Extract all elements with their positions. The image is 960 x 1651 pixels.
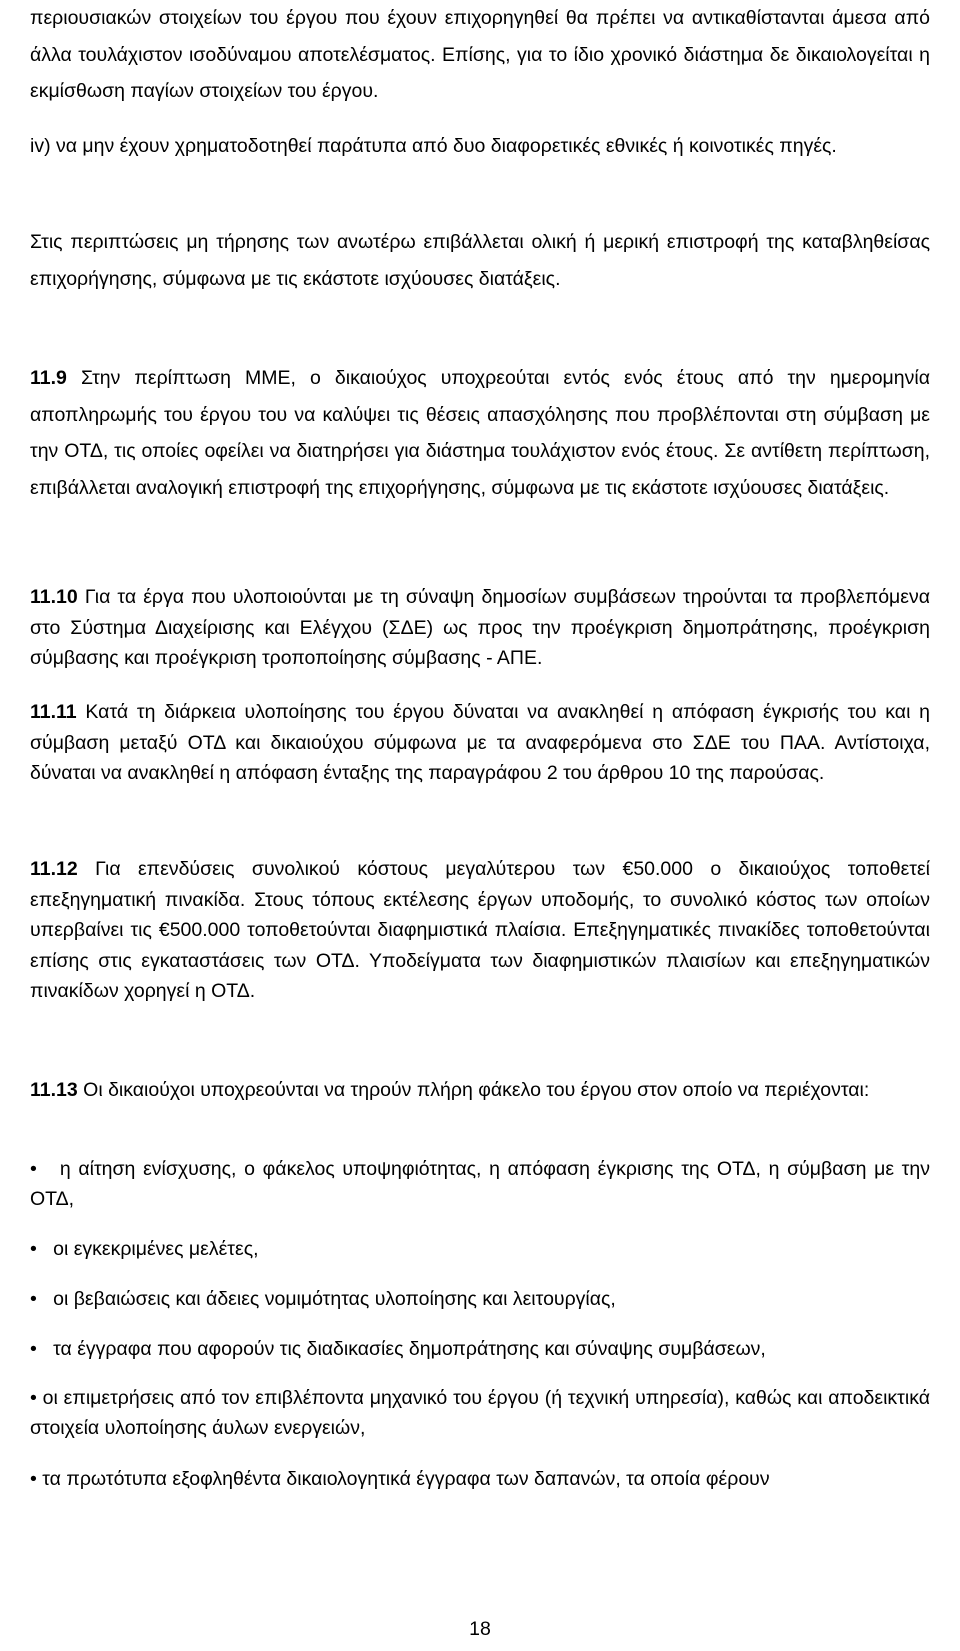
section-text: Για επενδύσεις συνολικού κόστους μεγαλύτερου των €50.000 ο δικαιούχος τοποθετεί επεξηγηματική πινακίδα. Στους τόπους εκτέλεσης έργων υποδομής, το συνολικό κόστος των οποίων υπερβαίνει τις €500.000 τοποθετούνται διαφημιστικά πλαίσια. Επεξηγηματικές πινακίδες τοποθετούνται επίσης στις εγκαταστάσεις των ΟΤΔ. Υποδείγματα των διαφημιστικών πλαισίων και επεξηγηματικών πινακίδων χορηγεί η ΟΤΔ. bbox=[30, 858, 930, 1002]
bullet-icon: • bbox=[30, 1238, 37, 1260]
list-item bbox=[30, 1234, 930, 1264]
list-item-text: τα πρωτότυπα εξοφληθέντα δικαιολογητικά έγγραφα των δαπανών, τα οποία φέρουν bbox=[42, 1468, 770, 1490]
section-text: Οι δικαιούχοι υποχρεούνται να τηρούν πλήρη φάκελο του έργου στον οποίο να περιέχονται: bbox=[83, 1079, 870, 1101]
list-item-text: η αίτηση ενίσχυσης, ο φάκελος υποψηφιότητας, η απόφαση έγκρισης της ΟΤΔ, η σύμβαση με την ΟΤΔ, bbox=[30, 1158, 930, 1210]
section-number: 11.11 bbox=[30, 701, 77, 723]
bullet-icon: • bbox=[30, 1468, 37, 1490]
list-item-text: οι βεβαιώσεις και άδειες νομιμότητας υλοποίησης και λειτουργίας, bbox=[53, 1288, 616, 1310]
section-number: 11.10 bbox=[30, 586, 78, 608]
list-item bbox=[30, 1334, 930, 1364]
list-item-text: οι επιμετρήσεις από τον επιβλέποντα μηχανικό του έργου (ή τεχνική υπηρεσία), καθώς και αποδεικτικά στοιχεία υλοποίησης άυλων ενεργειών, bbox=[30, 1387, 930, 1439]
section-11-13 bbox=[30, 1075, 930, 1106]
list-item-text: οι εγκεκριμένες μελέτες, bbox=[53, 1238, 259, 1260]
page-number: 18 bbox=[469, 1618, 491, 1640]
section-11-9 bbox=[30, 360, 930, 506]
bullet-icon: • bbox=[30, 1158, 37, 1180]
section-text: Κατά τη διάρκεια υλοποίησης του έργου δύναται να ανακληθεί η απόφαση έγκρισής του και η σύμβαση μεταξύ ΟΤΔ και δικαιούχου σύμφωνα με τα αναφερόμενα στο ΣΔΕ του ΠΑΑ. Αντίστοιχα, δύναται να ανακληθεί η απόφαση ένταξης της παραγράφου 2 του άρθρου 10 της παρούσας. bbox=[30, 701, 930, 784]
bullet-icon: • bbox=[30, 1288, 37, 1310]
paragraph-item-iv: iv) να μην έχουν χρηματοδοτηθεί παράτυπα από δυο διαφορετικές εθνικές ή κοινοτικές πηγές. bbox=[30, 135, 837, 157]
section-11-12 bbox=[30, 854, 930, 1007]
list-item bbox=[30, 1464, 930, 1494]
section-number: 11.13 bbox=[30, 1079, 78, 1101]
bullet-icon: • bbox=[30, 1338, 37, 1360]
list-item bbox=[30, 1284, 930, 1314]
section-text: Για τα έργα που υλοποιούνται με τη σύναψη δημοσίων συμβάσεων τηρούνται τα προβλεπόμενα στο Σύστημα Διαχείρισης και Ελέγχου (ΣΔΕ) ως προς την προέγκριση δημοπράτησης, προέγκριση σύμβασης και προέγκριση τροποποίησης σύμβασης - ΑΠΕ. bbox=[30, 586, 930, 669]
paragraph-continuation: περιουσιακών στοιχείων του έργου που έχουν επιχορηγηθεί θα πρέπει να αντικαθίστανται άμεσα από άλλα τουλάχιστον ισοδύναμου αποτελέσματος. Επίσης, για το ίδιο χρονικό διάστημα δε δικαιολογείται η εκμίσθωση παγίων στοιχείων του έργου. bbox=[30, 7, 930, 102]
section-number: 11.9 bbox=[30, 367, 67, 389]
section-number: 11.12 bbox=[30, 858, 78, 880]
list-item-text: τα έγγραφα που αφορούν τις διαδικασίες δημοπράτησης και σύναψης συμβάσεων, bbox=[53, 1338, 766, 1360]
section-11-11 bbox=[30, 697, 930, 789]
list-item bbox=[30, 1154, 930, 1214]
section-text: Στην περίπτωση ΜΜΕ, ο δικαιούχος υποχρεούται εντός ενός έτους από την ημερομηνία αποπληρωμής του έργου του να καλύψει τις θέσεις απασχόλησης που προβλέπονται στη σύμβαση με την ΟΤΔ, τις οποίες οφείλει να διατηρήσει για διάστημα τουλάχιστον ενός έτους. Σε αντίθετη περίπτωση, επιβάλλεται αναλογική επιστροφή της επιχορήγησης, σύμφωνα με τις εκάστοτε ισχύουσες διατάξεις. bbox=[30, 367, 930, 499]
section-11-10 bbox=[30, 582, 930, 674]
bullet-icon: • bbox=[30, 1387, 37, 1409]
list-item bbox=[30, 1383, 930, 1443]
paragraph-refund-note: Στις περιπτώσεις μη τήρησης των ανωτέρω επιβάλλεται ολική ή μερική επιστροφή της καταβληθείσας επιχορήγησης, σύμφωνα με τις εκάστοτε ισχύουσες διατάξεις. bbox=[30, 231, 930, 290]
